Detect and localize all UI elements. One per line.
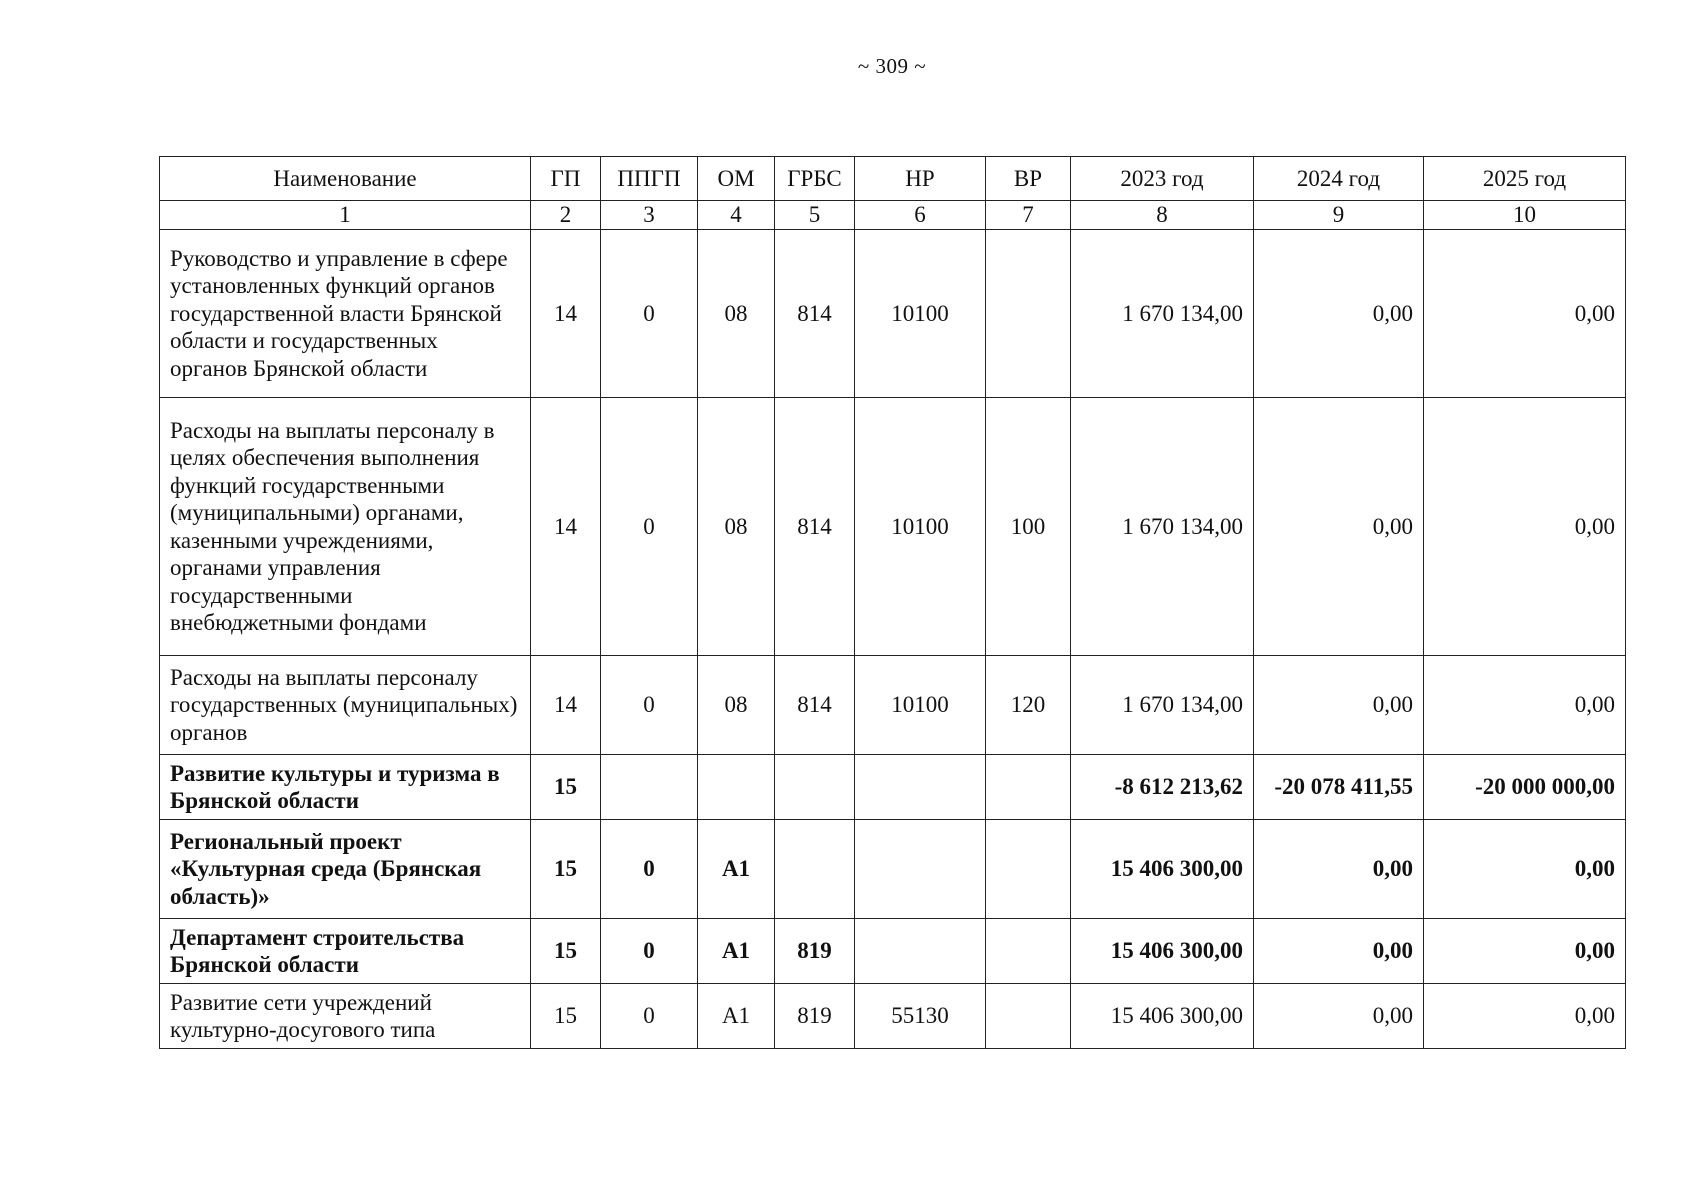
row-grbs: 814 bbox=[775, 656, 855, 755]
row-grbs bbox=[775, 820, 855, 919]
header-2025: 2025 год bbox=[1424, 157, 1626, 201]
column-number: 9 bbox=[1254, 201, 1424, 230]
column-number: 6 bbox=[855, 201, 986, 230]
table-body bbox=[160, 230, 1626, 1049]
row-ppgp: 0 bbox=[601, 820, 698, 919]
header-om: ОМ bbox=[698, 157, 775, 201]
row-2024: -20 078 411,55 bbox=[1254, 755, 1424, 820]
table-header bbox=[160, 157, 1626, 230]
row-name: Развитие сети учреждений культурно-досугового типа bbox=[160, 984, 531, 1049]
row-2023: 15 406 300,00 bbox=[1071, 984, 1254, 1049]
row-vr: 120 bbox=[986, 656, 1071, 755]
row-2025: 0,00 bbox=[1424, 919, 1626, 984]
header-nr: НР bbox=[855, 157, 986, 201]
row-nr bbox=[855, 919, 986, 984]
row-om: А1 bbox=[698, 919, 775, 984]
row-om: А1 bbox=[698, 820, 775, 919]
table-row bbox=[160, 230, 1626, 398]
row-2025: -20 000 000,00 bbox=[1424, 755, 1626, 820]
table-row bbox=[160, 820, 1626, 919]
row-2024: 0,00 bbox=[1254, 398, 1424, 656]
row-grbs bbox=[775, 755, 855, 820]
header-grbs: ГРБС bbox=[775, 157, 855, 201]
row-om: 08 bbox=[698, 656, 775, 755]
row-grbs: 819 bbox=[775, 984, 855, 1049]
row-name: Департамент строительства Брянской области bbox=[160, 919, 531, 984]
table-row bbox=[160, 919, 1626, 984]
column-number: 8 bbox=[1071, 201, 1254, 230]
row-grbs: 814 bbox=[775, 230, 855, 398]
row-2025: 0,00 bbox=[1424, 230, 1626, 398]
row-2023: 1 670 134,00 bbox=[1071, 398, 1254, 656]
column-number-row bbox=[160, 201, 1626, 230]
column-number: 1 bbox=[160, 201, 531, 230]
row-ppgp: 0 bbox=[601, 984, 698, 1049]
row-gp: 15 bbox=[531, 755, 601, 820]
row-nr: 10100 bbox=[855, 230, 986, 398]
row-vr bbox=[986, 984, 1071, 1049]
row-ppgp: 0 bbox=[601, 656, 698, 755]
row-name: Региональный проект «Культурная среда (Брянская область)» bbox=[160, 820, 531, 919]
row-nr: 10100 bbox=[855, 656, 986, 755]
row-om: А1 bbox=[698, 984, 775, 1049]
row-2023: -8 612 213,62 bbox=[1071, 755, 1254, 820]
row-gp: 15 bbox=[531, 919, 601, 984]
row-vr bbox=[986, 820, 1071, 919]
row-ppgp bbox=[601, 755, 698, 820]
row-ppgp: 0 bbox=[601, 398, 698, 656]
row-grbs: 814 bbox=[775, 398, 855, 656]
row-vr: 100 bbox=[986, 398, 1071, 656]
column-number: 5 bbox=[775, 201, 855, 230]
header-gp: ГП bbox=[531, 157, 601, 201]
row-gp: 14 bbox=[531, 656, 601, 755]
row-2023: 15 406 300,00 bbox=[1071, 919, 1254, 984]
row-2025: 0,00 bbox=[1424, 984, 1626, 1049]
row-gp: 15 bbox=[531, 984, 601, 1049]
row-2024: 0,00 bbox=[1254, 820, 1424, 919]
table-row bbox=[160, 984, 1626, 1049]
column-number: 4 bbox=[698, 201, 775, 230]
header-name: Наименование bbox=[160, 157, 531, 201]
header-ppgp: ППГП bbox=[601, 157, 698, 201]
page-number: ~ 309 ~ bbox=[857, 54, 927, 78]
row-2023: 1 670 134,00 bbox=[1071, 230, 1254, 398]
table-row bbox=[160, 398, 1626, 656]
row-om: 08 bbox=[698, 398, 775, 656]
row-name: Расходы на выплаты персоналу в целях обеспечения выполнения функций государственными (муниципальными) органами, казенными учреждениями, органами управления государственными внебюджетными фондами bbox=[160, 398, 531, 656]
row-2025: 0,00 bbox=[1424, 656, 1626, 755]
row-name: Руководство и управление в сфере установленных функций органов государственной власти Брянской области и государственных органов Брянской области bbox=[160, 230, 531, 398]
row-2024: 0,00 bbox=[1254, 656, 1424, 755]
header-2023: 2023 год bbox=[1071, 157, 1254, 201]
row-2025: 0,00 bbox=[1424, 820, 1626, 919]
column-number: 7 bbox=[986, 201, 1071, 230]
row-gp: 14 bbox=[531, 230, 601, 398]
row-2025: 0,00 bbox=[1424, 398, 1626, 656]
budget-table bbox=[159, 156, 1626, 1049]
row-ppgp: 0 bbox=[601, 919, 698, 984]
row-gp: 14 bbox=[531, 398, 601, 656]
column-number: 3 bbox=[601, 201, 698, 230]
row-om: 08 bbox=[698, 230, 775, 398]
row-nr: 10100 bbox=[855, 398, 986, 656]
row-nr bbox=[855, 755, 986, 820]
row-nr: 55130 bbox=[855, 984, 986, 1049]
row-2023: 15 406 300,00 bbox=[1071, 820, 1254, 919]
header-vr: ВР bbox=[986, 157, 1071, 201]
row-vr bbox=[986, 230, 1071, 398]
header-2024: 2024 год bbox=[1254, 157, 1424, 201]
row-nr bbox=[855, 820, 986, 919]
row-2023: 1 670 134,00 bbox=[1071, 656, 1254, 755]
header-row bbox=[160, 157, 1626, 201]
row-grbs: 819 bbox=[775, 919, 855, 984]
row-2024: 0,00 bbox=[1254, 230, 1424, 398]
row-2024: 0,00 bbox=[1254, 984, 1424, 1049]
row-vr bbox=[986, 919, 1071, 984]
column-number: 2 bbox=[531, 201, 601, 230]
table-row bbox=[160, 656, 1626, 755]
table-row bbox=[160, 755, 1626, 820]
row-2024: 0,00 bbox=[1254, 919, 1424, 984]
row-name: Расходы на выплаты персоналу государственных (муниципальных) органов bbox=[160, 656, 531, 755]
row-ppgp: 0 bbox=[601, 230, 698, 398]
row-name: Развитие культуры и туризма в Брянской области bbox=[160, 755, 531, 820]
row-om bbox=[698, 755, 775, 820]
row-gp: 15 bbox=[531, 820, 601, 919]
row-vr bbox=[986, 755, 1071, 820]
column-number: 10 bbox=[1424, 201, 1626, 230]
